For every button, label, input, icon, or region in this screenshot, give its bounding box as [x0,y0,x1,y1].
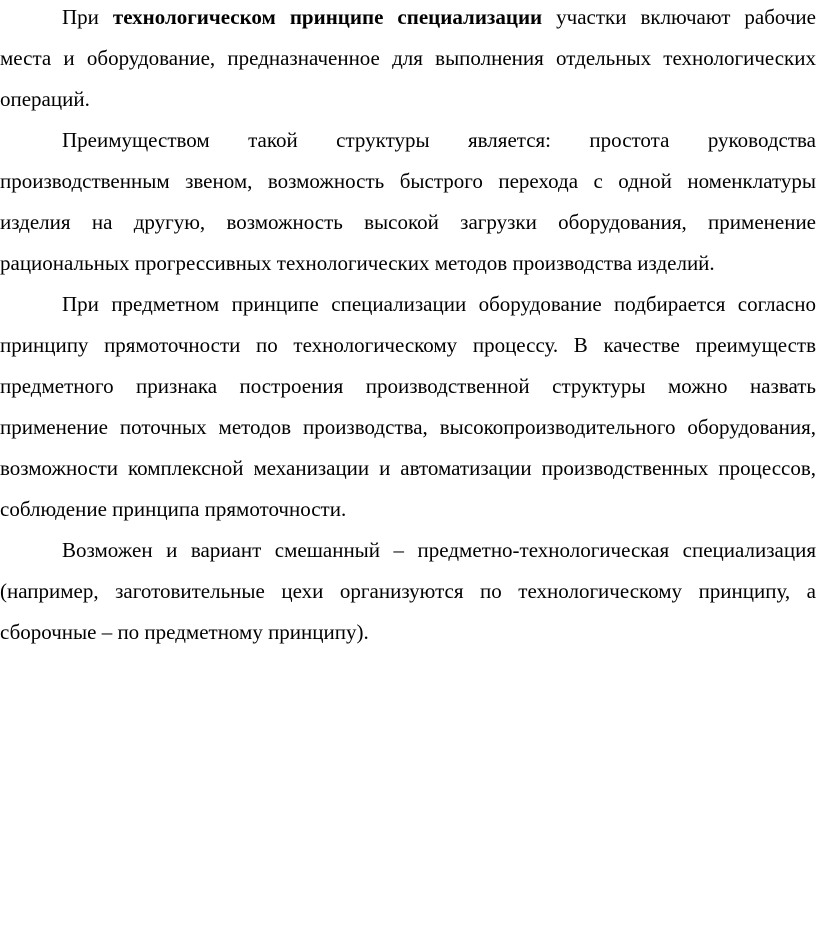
paragraph-advantages: Преимуществом такой структуры является: простота руководства производственным звеном, возможность быстрого перехода с одной номенклатуры изделия на другую, возможность высокой загрузки оборудования, применение рациональных прогрессивных технологических методов производства изделий. [0,128,816,275]
paragraph-lead: При [62,5,113,29]
paragraph-technological-principle [0,0,816,120]
paragraph-subject-principle: При предметном принципе специализации оборудование подбирается согласно принципу прямоточности по технологическому процессу. В качестве преимуществ предметного признака построения производственной структуры можно назвать применение поточных методов производства, высокопроизводительного оборудования, возможности комплексной механизации и автоматизации производственных процессов, соблюдение принципа прямоточности. [0,292,816,521]
bold-term-technological-principle: технологическом принципе специализации [112,5,543,29]
paragraph-mixed-variant: Возможен и вариант смешанный – предметно-технологическая специализация (например, заготовительные цехи организуются по технологическому принципу, а сборочные – по предметному принципу). [0,538,816,644]
paragraph-continuation: участки включают рабочие места и оборудование, предназначенное для выполнения отдельных технологических операций. [0,5,816,111]
